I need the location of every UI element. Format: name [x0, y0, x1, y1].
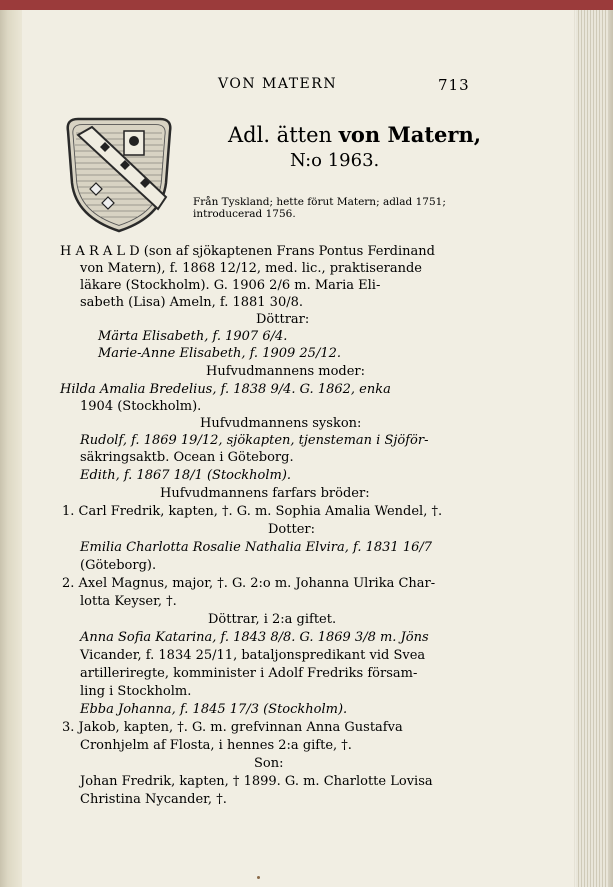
text-line: Emilia Charlotta Rosalie Nathalia Elvira, f. 1831 16/7	[80, 540, 433, 555]
text-line: Rudolf, f. 1869 19/12, sjökapten, tjensteman i Sjöför-	[80, 433, 429, 448]
section-heading: Hufvudmannens syskon:	[200, 416, 362, 431]
text-line: Anna Sofia Katarina, f. 1843 8/8. G. 1869 3/8 m. Jöns	[80, 630, 429, 645]
text-line: läkare (Stockholm). G. 1906 2/6 m. Maria Eli-	[80, 278, 381, 293]
page-number: 713	[438, 76, 470, 94]
text-line: 2. Axel Magnus, major, †. G. 2:o m. Johanna Ulrika Char-	[62, 576, 436, 591]
section-heading: Döttrar, i 2:a giftet.	[208, 612, 337, 627]
section-heading: Dotter:	[268, 522, 315, 537]
section-heading: Döttrar:	[256, 312, 310, 327]
paper-speck	[257, 876, 260, 879]
text-line: artilleriregte, komminister i Adolf Fredriks försam-	[80, 666, 418, 681]
text-line: sabeth (Lisa) Ameln, f. 1881 30/8.	[80, 295, 304, 310]
coat-of-arms-icon	[62, 113, 176, 235]
section-heading: Hufvudmannens farfars bröder:	[160, 486, 370, 501]
family-origin: Från Tyskland; hette förut Matern; adlad 1751; introducerad 1756.	[193, 196, 446, 220]
section-heading: Son:	[254, 756, 284, 771]
page-edges	[576, 10, 608, 887]
text-line: säkringsaktb. Ocean i Göteborg.	[80, 450, 294, 465]
family-title-prefix: Adl. ätten	[228, 123, 339, 147]
text-line: Märta Elisabeth, f. 1907 6/4.	[98, 329, 288, 344]
text-line: Johan Fredrik, kapten, † 1899. G. m. Charlotte Lovisa	[80, 774, 433, 789]
text-line: Ebba Johanna, f. 1845 17/3 (Stockholm).	[80, 702, 348, 717]
family-number: N:o 1963.	[290, 150, 380, 171]
text-line: Vicander, f. 1834 25/11, bataljonspredikant vid Svea	[80, 648, 426, 663]
text-line: Marie-Anne Elisabeth, f. 1909 25/12.	[98, 346, 342, 361]
text-line: 3. Jakob, kapten, †. G. m. grefvinnan Anna Gustafva	[62, 720, 403, 735]
cover-edge	[0, 0, 613, 10]
text-line: Edith, f. 1867 18/1 (Stockholm).	[80, 468, 292, 483]
text-line: Christina Nycander, †.	[80, 792, 227, 807]
text-line: Hilda Amalia Bredelius, f. 1838 9/4. G. 1862, enka	[60, 382, 391, 397]
text-line: lotta Keyser, †.	[80, 594, 177, 609]
text-line: ling i Stockholm.	[80, 684, 192, 699]
section-heading: Hufvudmannens moder:	[206, 364, 366, 379]
family-title	[228, 122, 481, 147]
family-name: von Matern,	[338, 122, 482, 147]
text-line: (Göteborg).	[80, 558, 157, 573]
text-line: H A R A L D (son af sjökaptenen Frans Pontus Ferdinand	[60, 244, 435, 259]
running-head-title: VON MATERN	[218, 76, 338, 92]
text-line: 1904 (Stockholm).	[80, 399, 202, 414]
text-line: 1. Carl Fredrik, kapten, †. G. m. Sophia Amalia Wendel, †.	[62, 504, 443, 519]
text-line: von Matern), f. 1868 12/12, med. lic., praktiserande	[80, 261, 422, 276]
text-line: Cronhjelm af Flosta, i hennes 2:a gifte, †.	[80, 738, 352, 753]
